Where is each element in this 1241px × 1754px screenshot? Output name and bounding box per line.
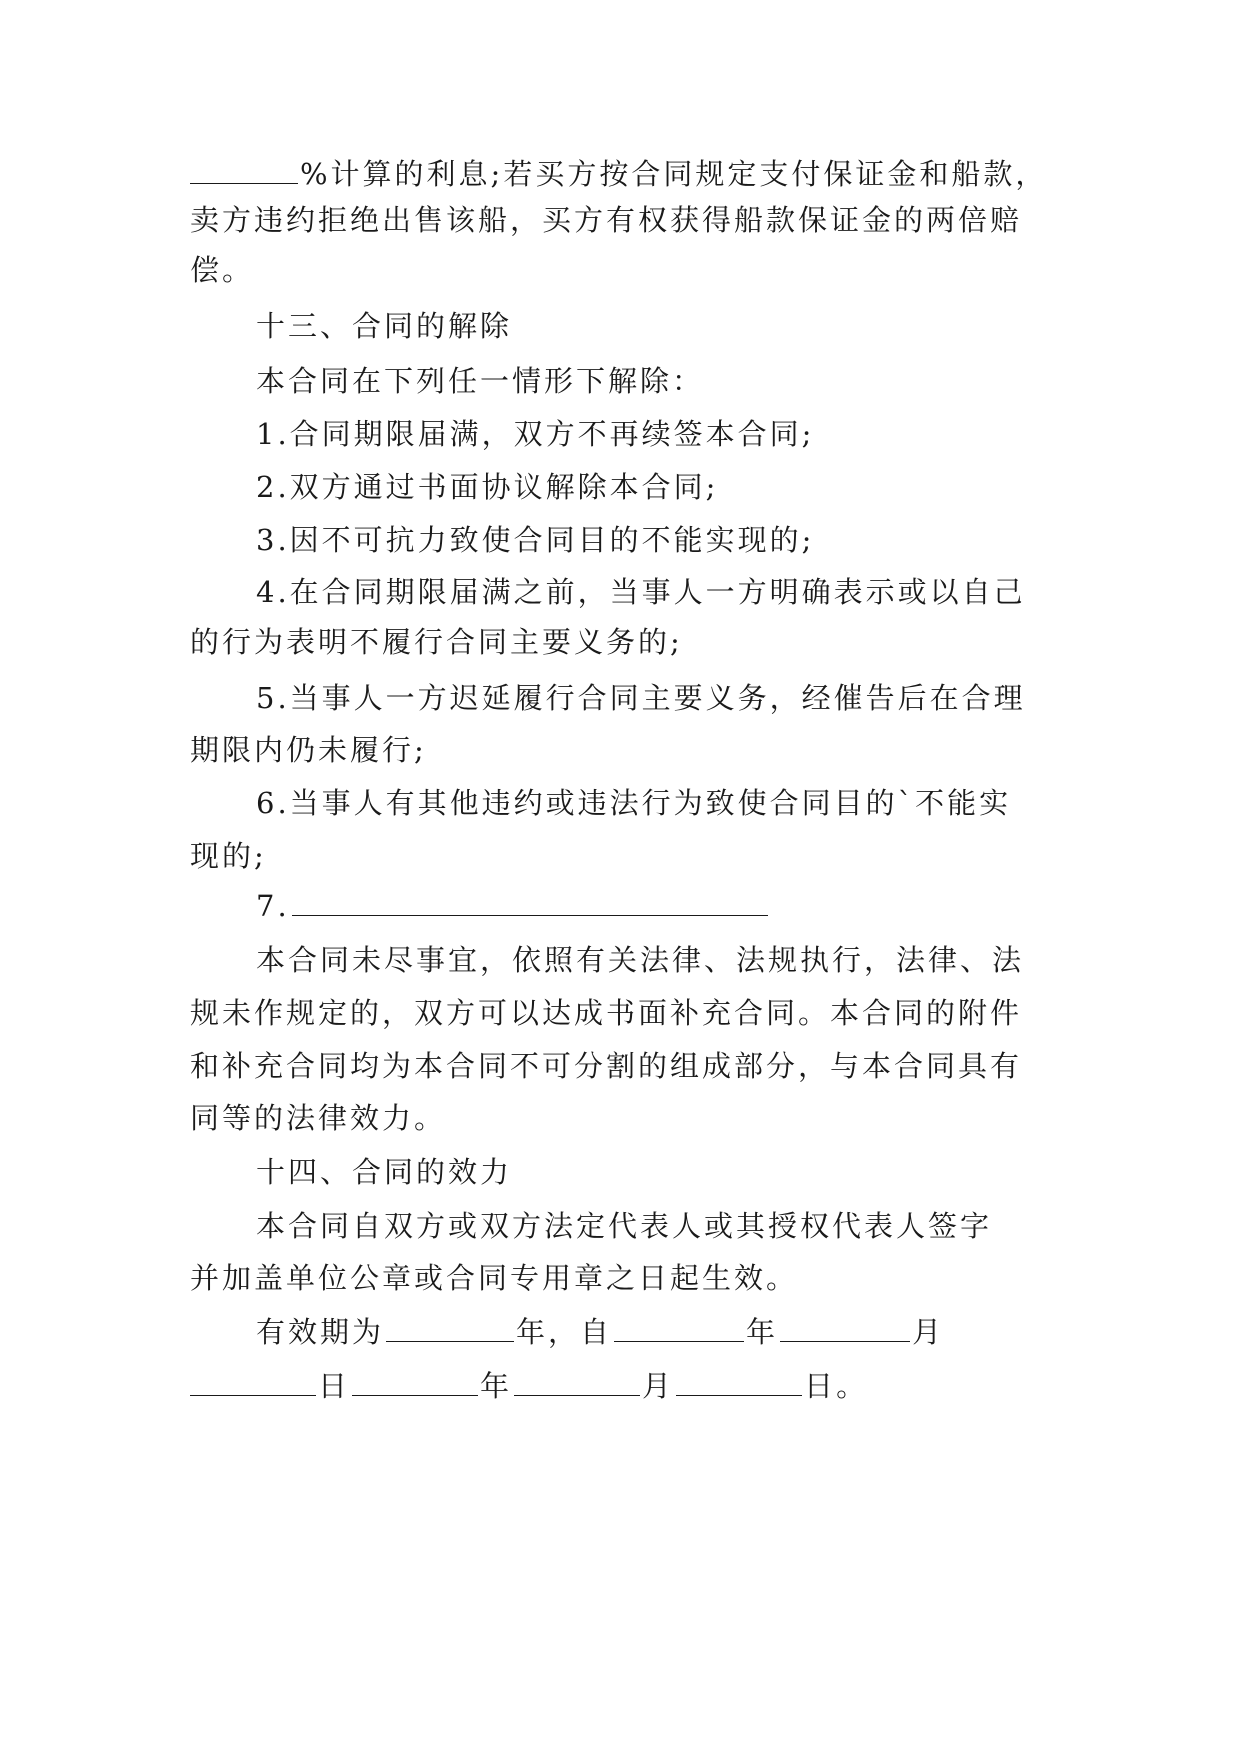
paragraph-line: 本合同自双方或双方法定代表人或其授权代表人签字: [256, 1209, 993, 1243]
list-item: 6.当事人有其他违约或违法行为致使合同目的`不能实: [256, 786, 1012, 820]
list-item: [256, 886, 1116, 926]
list-item: 5.当事人一方迟延履行合同主要义务，经催告后在合理: [256, 681, 1026, 715]
list-item: 3.因不可抗力致使合同目的不能实现的;: [256, 523, 815, 557]
validity-line: [256, 1312, 1036, 1352]
list-item: 1.合同期限届满，双方不再续签本合同;: [256, 417, 815, 451]
paragraph-line: [190, 154, 1050, 194]
validity-label: 有效期为: [256, 1315, 385, 1349]
fill-blank: [514, 1367, 640, 1396]
month-label: 月: [642, 1369, 675, 1403]
paragraph-line: 同等的法律效力。: [190, 1101, 447, 1135]
validity-line: [190, 1366, 1050, 1406]
day-label: 日: [318, 1369, 351, 1403]
list-item-number: 7.: [256, 889, 290, 923]
list-item: 2.双方通过书面协议解除本合同;: [256, 470, 719, 504]
paragraph-text: %计算的利息;若买方按合同规定支付保证金和船款，: [300, 157, 1048, 191]
list-item-continuation: 期限内仍未履行;: [190, 733, 427, 767]
from-label: 自: [580, 1315, 613, 1349]
list-item-continuation: 现的;: [190, 839, 267, 873]
paragraph-line: 和补充合同均为本合同不可分割的组成部分，与本合同具有: [190, 1049, 1023, 1083]
day-label: 日: [804, 1369, 837, 1403]
fill-blank: [614, 1313, 744, 1342]
paragraph-line: 规未作规定的，双方可以达成书面补充合同。本合同的附件: [190, 996, 1023, 1030]
year-label: 年，: [516, 1315, 581, 1349]
fill-blank: [292, 887, 768, 916]
fill-blank: [190, 1367, 316, 1396]
section-intro: 本合同在下列任一情形下解除：: [256, 364, 705, 398]
month-label: 月: [912, 1315, 945, 1349]
paragraph-line: 并加盖单位公章或合同专用章之日起生效。: [190, 1261, 799, 1295]
fill-blank: [190, 155, 298, 184]
paragraph-line: 本合同未尽事宜，依照有关法律、法规执行，法律、法: [256, 943, 1025, 977]
paragraph-line: 偿。: [190, 253, 255, 287]
fill-blank: [676, 1367, 802, 1396]
year-label: 年: [480, 1369, 513, 1403]
paragraph-line: 卖方违约拒绝出售该船，买方有权获得船款保证金的两倍赔: [190, 203, 1023, 237]
fill-blank: [386, 1313, 514, 1342]
section-heading: 十四、合同的效力: [256, 1155, 513, 1189]
section-heading: 十三、合同的解除: [256, 309, 513, 343]
end-mark: 。: [836, 1369, 869, 1403]
list-item-continuation: 的行为表明不履行合同主要义务的;: [190, 625, 683, 659]
year-label: 年: [746, 1315, 779, 1349]
fill-blank: [352, 1367, 478, 1396]
fill-blank: [780, 1313, 910, 1342]
list-item: 4.在合同期限届满之前，当事人一方明确表示或以自己: [256, 575, 1026, 609]
